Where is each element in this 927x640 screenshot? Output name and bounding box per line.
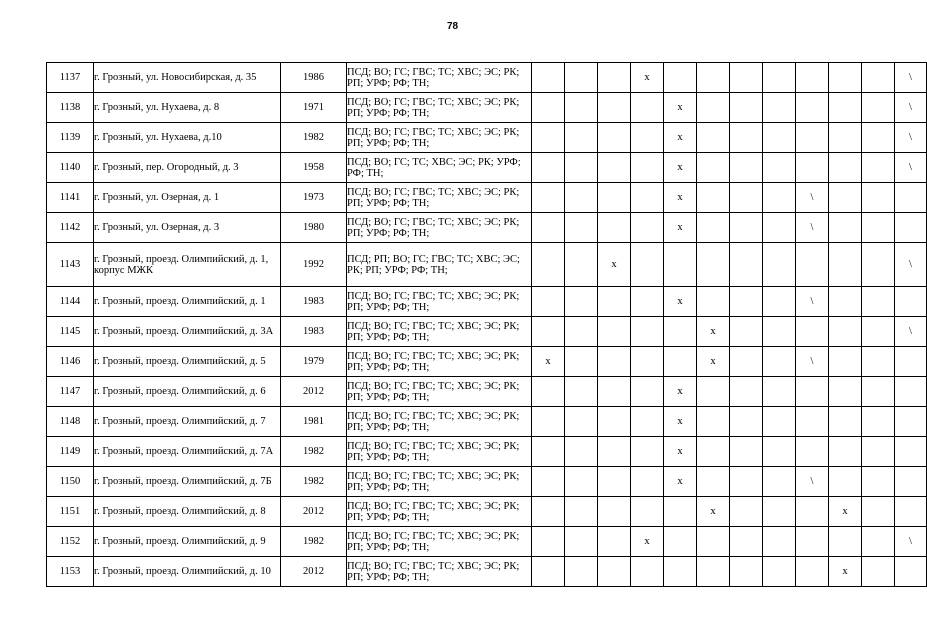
- mark-cell: [829, 467, 862, 497]
- mark-cell: [565, 317, 598, 347]
- mark-cell: [532, 123, 565, 153]
- mark-cell: [631, 407, 664, 437]
- mark-cell: x: [664, 377, 697, 407]
- mark-cell: [730, 93, 763, 123]
- mark-cell: [532, 437, 565, 467]
- mark-cell: [565, 123, 598, 153]
- mark-cell: [730, 437, 763, 467]
- mark-cell: x: [631, 63, 664, 93]
- mark-cell: [862, 317, 895, 347]
- mark-cell: [763, 557, 796, 587]
- mark-cell: [598, 437, 631, 467]
- mark-cell: [532, 243, 565, 287]
- mark-cell: \: [895, 317, 927, 347]
- mark-cell: [532, 183, 565, 213]
- mark-cell: x: [598, 243, 631, 287]
- mark-cell: x: [829, 557, 862, 587]
- systems-cell: ПСД; ВО; ГС; ГВС; ТС; ХВС; ЭС; РК; РП; УРФ; РФ; ТН;: [347, 183, 532, 213]
- mark-cell: x: [664, 123, 697, 153]
- mark-cell: [631, 437, 664, 467]
- mark-cell: [895, 497, 927, 527]
- address-cell: г. Грозный, ул. Новосибирская, д. 35: [94, 63, 281, 93]
- address-cell: г. Грозный, проезд. Олимпийский, д. 3А: [94, 317, 281, 347]
- mark-cell: [862, 153, 895, 183]
- mark-cell: [763, 93, 796, 123]
- table-body: [47, 63, 927, 587]
- mark-cell: [796, 497, 829, 527]
- mark-cell: [565, 467, 598, 497]
- mark-cell: \: [895, 153, 927, 183]
- row-number: 1147: [47, 377, 94, 407]
- mark-cell: [796, 407, 829, 437]
- address-cell: г. Грозный, ул. Озерная, д. 3: [94, 213, 281, 243]
- mark-cell: [631, 243, 664, 287]
- address-cell: г. Грозный, пер. Огородный, д. 3: [94, 153, 281, 183]
- mark-cell: [565, 527, 598, 557]
- mark-cell: [697, 243, 730, 287]
- row-number: 1142: [47, 213, 94, 243]
- mark-cell: [796, 317, 829, 347]
- mark-cell: [730, 63, 763, 93]
- mark-cell: x: [697, 347, 730, 377]
- mark-cell: [895, 213, 927, 243]
- systems-cell: ПСД; ВО; ГС; ГВС; ТС; ХВС; ЭС; РК; РП; УРФ; РФ; ТН;: [347, 123, 532, 153]
- mark-cell: [565, 183, 598, 213]
- mark-cell: [862, 467, 895, 497]
- mark-cell: [631, 467, 664, 497]
- mark-cell: \: [895, 527, 927, 557]
- table-row: [47, 437, 927, 467]
- mark-cell: [796, 123, 829, 153]
- mark-cell: \: [895, 123, 927, 153]
- row-number: 1148: [47, 407, 94, 437]
- mark-cell: [697, 93, 730, 123]
- mark-cell: [730, 497, 763, 527]
- mark-cell: [631, 557, 664, 587]
- mark-cell: [631, 377, 664, 407]
- mark-cell: [631, 123, 664, 153]
- mark-cell: [598, 497, 631, 527]
- mark-cell: [631, 347, 664, 377]
- table-row: [47, 123, 927, 153]
- table-row: [47, 347, 927, 377]
- mark-cell: x: [697, 497, 730, 527]
- mark-cell: [730, 153, 763, 183]
- mark-cell: x: [532, 347, 565, 377]
- mark-cell: [796, 527, 829, 557]
- mark-cell: [730, 287, 763, 317]
- address-cell: г. Грозный, проезд. Олимпийский, д. 1, корпус МЖК: [94, 243, 281, 287]
- table-row: [47, 213, 927, 243]
- mark-cell: [532, 407, 565, 437]
- mark-cell: [763, 377, 796, 407]
- systems-cell: ПСД; ВО; ГС; ГВС; ТС; ХВС; ЭС; РК; РП; УРФ; РФ; ТН;: [347, 213, 532, 243]
- mark-cell: [763, 317, 796, 347]
- mark-cell: [862, 287, 895, 317]
- table-row: [47, 407, 927, 437]
- systems-cell: ПСД; ВО; ГС; ГВС; ТС; ХВС; ЭС; РК; РП; УРФ; РФ; ТН;: [347, 317, 532, 347]
- row-number: 1141: [47, 183, 94, 213]
- year-cell: 2012: [281, 377, 347, 407]
- mark-cell: [730, 123, 763, 153]
- mark-cell: [730, 243, 763, 287]
- year-cell: 1958: [281, 153, 347, 183]
- mark-cell: [829, 407, 862, 437]
- mark-cell: [631, 153, 664, 183]
- mark-cell: [598, 317, 631, 347]
- mark-cell: [697, 63, 730, 93]
- table-row: [47, 183, 927, 213]
- mark-cell: [763, 407, 796, 437]
- mark-cell: [664, 347, 697, 377]
- mark-cell: [895, 407, 927, 437]
- mark-cell: [598, 153, 631, 183]
- address-cell: г. Грозный, ул. Озерная, д. 1: [94, 183, 281, 213]
- mark-cell: [697, 183, 730, 213]
- mark-cell: [763, 527, 796, 557]
- table-row: [47, 243, 927, 287]
- mark-cell: [697, 153, 730, 183]
- year-cell: 1982: [281, 123, 347, 153]
- mark-cell: [598, 557, 631, 587]
- mark-cell: [829, 243, 862, 287]
- mark-cell: [532, 527, 565, 557]
- year-cell: 1980: [281, 213, 347, 243]
- mark-cell: [796, 557, 829, 587]
- mark-cell: [895, 287, 927, 317]
- mark-cell: [763, 213, 796, 243]
- systems-cell: ПСД; ВО; ГС; ГВС; ТС; ХВС; ЭС; РК; РП; УРФ; РФ; ТН;: [347, 93, 532, 123]
- mark-cell: [664, 497, 697, 527]
- mark-cell: [763, 243, 796, 287]
- mark-cell: [565, 437, 598, 467]
- year-cell: 1983: [281, 287, 347, 317]
- mark-cell: \: [796, 213, 829, 243]
- mark-cell: [862, 183, 895, 213]
- mark-cell: \: [796, 183, 829, 213]
- mark-cell: [631, 317, 664, 347]
- row-number: 1138: [47, 93, 94, 123]
- mark-cell: [598, 467, 631, 497]
- mark-cell: \: [895, 93, 927, 123]
- mark-cell: [829, 527, 862, 557]
- address-cell: г. Грозный, проезд. Олимпийский, д. 7Б: [94, 467, 281, 497]
- row-number: 1153: [47, 557, 94, 587]
- page-number: 78: [446, 21, 459, 32]
- mark-cell: [532, 287, 565, 317]
- mark-cell: [532, 497, 565, 527]
- mark-cell: \: [895, 63, 927, 93]
- table-row: [47, 557, 927, 587]
- mark-cell: [829, 347, 862, 377]
- mark-cell: \: [796, 347, 829, 377]
- row-number: 1151: [47, 497, 94, 527]
- mark-cell: [598, 407, 631, 437]
- systems-cell: ПСД; ВО; ГС; ГВС; ТС; ХВС; ЭС; РК; РП; УРФ; РФ; ТН;: [347, 467, 532, 497]
- mark-cell: [829, 153, 862, 183]
- mark-cell: [532, 377, 565, 407]
- mark-cell: [862, 437, 895, 467]
- mark-cell: x: [664, 407, 697, 437]
- mark-cell: [862, 347, 895, 377]
- mark-cell: [763, 183, 796, 213]
- mark-cell: [631, 93, 664, 123]
- mark-cell: [631, 497, 664, 527]
- mark-cell: [730, 317, 763, 347]
- mark-cell: [730, 377, 763, 407]
- housing-registry-table: [46, 62, 927, 587]
- mark-cell: [565, 407, 598, 437]
- mark-cell: [895, 377, 927, 407]
- mark-cell: [730, 467, 763, 497]
- year-cell: 1973: [281, 183, 347, 213]
- year-cell: 1983: [281, 317, 347, 347]
- mark-cell: [862, 93, 895, 123]
- mark-cell: [565, 243, 598, 287]
- mark-cell: [829, 63, 862, 93]
- mark-cell: [598, 63, 631, 93]
- systems-cell: ПСД; ВО; ГС; ГВС; ТС; ХВС; ЭС; РК; РП; УРФ; РФ; ТН;: [347, 527, 532, 557]
- address-cell: г. Грозный, проезд. Олимпийский, д. 7А: [94, 437, 281, 467]
- address-cell: г. Грозный, проезд. Олимпийский, д. 6: [94, 377, 281, 407]
- row-number: 1137: [47, 63, 94, 93]
- mark-cell: [829, 93, 862, 123]
- mark-cell: [664, 557, 697, 587]
- mark-cell: [697, 377, 730, 407]
- row-number: 1146: [47, 347, 94, 377]
- mark-cell: [565, 213, 598, 243]
- systems-cell: ПСД; РП; ВО; ГС; ГВС; ТС; ХВС; ЭС; РК; РП; УРФ; РФ; ТН;: [347, 243, 532, 287]
- address-cell: г. Грозный, проезд. Олимпийский, д. 1: [94, 287, 281, 317]
- mark-cell: [763, 467, 796, 497]
- mark-cell: [829, 437, 862, 467]
- mark-cell: [763, 437, 796, 467]
- mark-cell: [763, 63, 796, 93]
- mark-cell: [664, 317, 697, 347]
- mark-cell: [664, 527, 697, 557]
- row-number: 1139: [47, 123, 94, 153]
- systems-cell: ПСД; ВО; ГС; ТС; ХВС; ЭС; РК; УРФ; РФ; ТН;: [347, 153, 532, 183]
- table-row: [47, 317, 927, 347]
- mark-cell: x: [664, 287, 697, 317]
- mark-cell: [730, 407, 763, 437]
- mark-cell: \: [895, 243, 927, 287]
- mark-cell: [796, 243, 829, 287]
- table-row: [47, 497, 927, 527]
- mark-cell: [598, 123, 631, 153]
- mark-cell: [532, 317, 565, 347]
- mark-cell: [862, 407, 895, 437]
- mark-cell: [796, 437, 829, 467]
- mark-cell: [532, 557, 565, 587]
- year-cell: 1986: [281, 63, 347, 93]
- year-cell: 1992: [281, 243, 347, 287]
- mark-cell: [796, 63, 829, 93]
- mark-cell: \: [796, 467, 829, 497]
- mark-cell: [565, 347, 598, 377]
- systems-cell: ПСД; ВО; ГС; ГВС; ТС; ХВС; ЭС; РК; РП; УРФ; РФ; ТН;: [347, 347, 532, 377]
- mark-cell: [631, 183, 664, 213]
- address-cell: г. Грозный, проезд. Олимпийский, д. 10: [94, 557, 281, 587]
- systems-cell: ПСД; ВО; ГС; ГВС; ТС; ХВС; ЭС; РК; РП; УРФ; РФ; ТН;: [347, 377, 532, 407]
- mark-cell: [895, 347, 927, 377]
- mark-cell: [697, 437, 730, 467]
- mark-cell: [829, 287, 862, 317]
- year-cell: 1982: [281, 437, 347, 467]
- mark-cell: [862, 63, 895, 93]
- mark-cell: [862, 377, 895, 407]
- mark-cell: [763, 153, 796, 183]
- mark-cell: [862, 557, 895, 587]
- row-number: 1143: [47, 243, 94, 287]
- mark-cell: [697, 467, 730, 497]
- mark-cell: x: [664, 467, 697, 497]
- mark-cell: [565, 153, 598, 183]
- mark-cell: [895, 183, 927, 213]
- mark-cell: [532, 153, 565, 183]
- mark-cell: [664, 63, 697, 93]
- mark-cell: [565, 93, 598, 123]
- mark-cell: [697, 213, 730, 243]
- year-cell: 1982: [281, 527, 347, 557]
- mark-cell: x: [664, 213, 697, 243]
- mark-cell: [565, 287, 598, 317]
- mark-cell: [763, 287, 796, 317]
- mark-cell: [763, 497, 796, 527]
- mark-cell: [730, 347, 763, 377]
- mark-cell: [895, 467, 927, 497]
- mark-cell: [829, 213, 862, 243]
- mark-cell: [631, 287, 664, 317]
- systems-cell: ПСД; ВО; ГС; ГВС; ТС; ХВС; ЭС; РК; РП; УРФ; РФ; ТН;: [347, 287, 532, 317]
- mark-cell: [565, 63, 598, 93]
- table-row: [47, 287, 927, 317]
- mark-cell: [697, 557, 730, 587]
- mark-cell: x: [664, 437, 697, 467]
- mark-cell: [862, 497, 895, 527]
- mark-cell: [697, 123, 730, 153]
- mark-cell: [796, 93, 829, 123]
- address-cell: г. Грозный, проезд. Олимпийский, д. 7: [94, 407, 281, 437]
- systems-cell: ПСД; ВО; ГС; ГВС; ТС; ХВС; ЭС; РК; РП; УРФ; РФ; ТН;: [347, 407, 532, 437]
- mark-cell: [697, 287, 730, 317]
- mark-cell: [763, 123, 796, 153]
- systems-cell: ПСД; ВО; ГС; ГВС; ТС; ХВС; ЭС; РК; РП; УРФ; РФ; ТН;: [347, 557, 532, 587]
- mark-cell: x: [664, 153, 697, 183]
- mark-cell: [829, 317, 862, 347]
- mark-cell: [730, 183, 763, 213]
- mark-cell: [697, 527, 730, 557]
- table-row: [47, 63, 927, 93]
- year-cell: 1971: [281, 93, 347, 123]
- systems-cell: ПСД; ВО; ГС; ГВС; ТС; ХВС; ЭС; РК; РП; УРФ; РФ; ТН;: [347, 497, 532, 527]
- address-cell: г. Грозный, проезд. Олимпийский, д. 8: [94, 497, 281, 527]
- year-cell: 1981: [281, 407, 347, 437]
- mark-cell: [631, 213, 664, 243]
- mark-cell: [697, 407, 730, 437]
- mark-cell: x: [829, 497, 862, 527]
- mark-cell: x: [697, 317, 730, 347]
- systems-cell: ПСД; ВО; ГС; ГВС; ТС; ХВС; ЭС; РК; РП; УРФ; РФ; ТН;: [347, 437, 532, 467]
- year-cell: 1982: [281, 467, 347, 497]
- mark-cell: [730, 557, 763, 587]
- mark-cell: [565, 497, 598, 527]
- mark-cell: [862, 527, 895, 557]
- mark-cell: [730, 213, 763, 243]
- mark-cell: [565, 377, 598, 407]
- row-number: 1149: [47, 437, 94, 467]
- mark-cell: [598, 377, 631, 407]
- address-cell: г. Грозный, ул. Нухаева, д.10: [94, 123, 281, 153]
- mark-cell: x: [664, 183, 697, 213]
- table-row: [47, 153, 927, 183]
- mark-cell: [895, 437, 927, 467]
- address-cell: г. Грозный, ул. Нухаева, д. 8: [94, 93, 281, 123]
- mark-cell: [532, 93, 565, 123]
- mark-cell: [664, 243, 697, 287]
- mark-cell: \: [796, 287, 829, 317]
- row-number: 1152: [47, 527, 94, 557]
- mark-cell: [829, 377, 862, 407]
- mark-cell: [565, 557, 598, 587]
- mark-cell: [796, 377, 829, 407]
- systems-cell: ПСД; ВО; ГС; ГВС; ТС; ХВС; ЭС; РК; РП; УРФ; РФ; ТН;: [347, 63, 532, 93]
- mark-cell: [862, 123, 895, 153]
- mark-cell: [532, 63, 565, 93]
- row-number: 1145: [47, 317, 94, 347]
- mark-cell: [532, 213, 565, 243]
- mark-cell: [763, 347, 796, 377]
- row-number: 1144: [47, 287, 94, 317]
- mark-cell: [598, 347, 631, 377]
- table-row: [47, 93, 927, 123]
- table-row: [47, 527, 927, 557]
- address-cell: г. Грозный, проезд. Олимпийский, д. 9: [94, 527, 281, 557]
- mark-cell: [598, 183, 631, 213]
- mark-cell: [598, 527, 631, 557]
- mark-cell: [895, 557, 927, 587]
- year-cell: 2012: [281, 497, 347, 527]
- row-number: 1140: [47, 153, 94, 183]
- mark-cell: [730, 527, 763, 557]
- table-row: [47, 377, 927, 407]
- mark-cell: [829, 183, 862, 213]
- mark-cell: [829, 123, 862, 153]
- address-cell: г. Грозный, проезд. Олимпийский, д. 5: [94, 347, 281, 377]
- mark-cell: [598, 93, 631, 123]
- mark-cell: x: [664, 93, 697, 123]
- mark-cell: [598, 287, 631, 317]
- mark-cell: [862, 243, 895, 287]
- mark-cell: [862, 213, 895, 243]
- year-cell: 2012: [281, 557, 347, 587]
- table-row: [47, 467, 927, 497]
- mark-cell: [796, 153, 829, 183]
- mark-cell: [532, 467, 565, 497]
- row-number: 1150: [47, 467, 94, 497]
- mark-cell: [598, 213, 631, 243]
- year-cell: 1979: [281, 347, 347, 377]
- mark-cell: x: [631, 527, 664, 557]
